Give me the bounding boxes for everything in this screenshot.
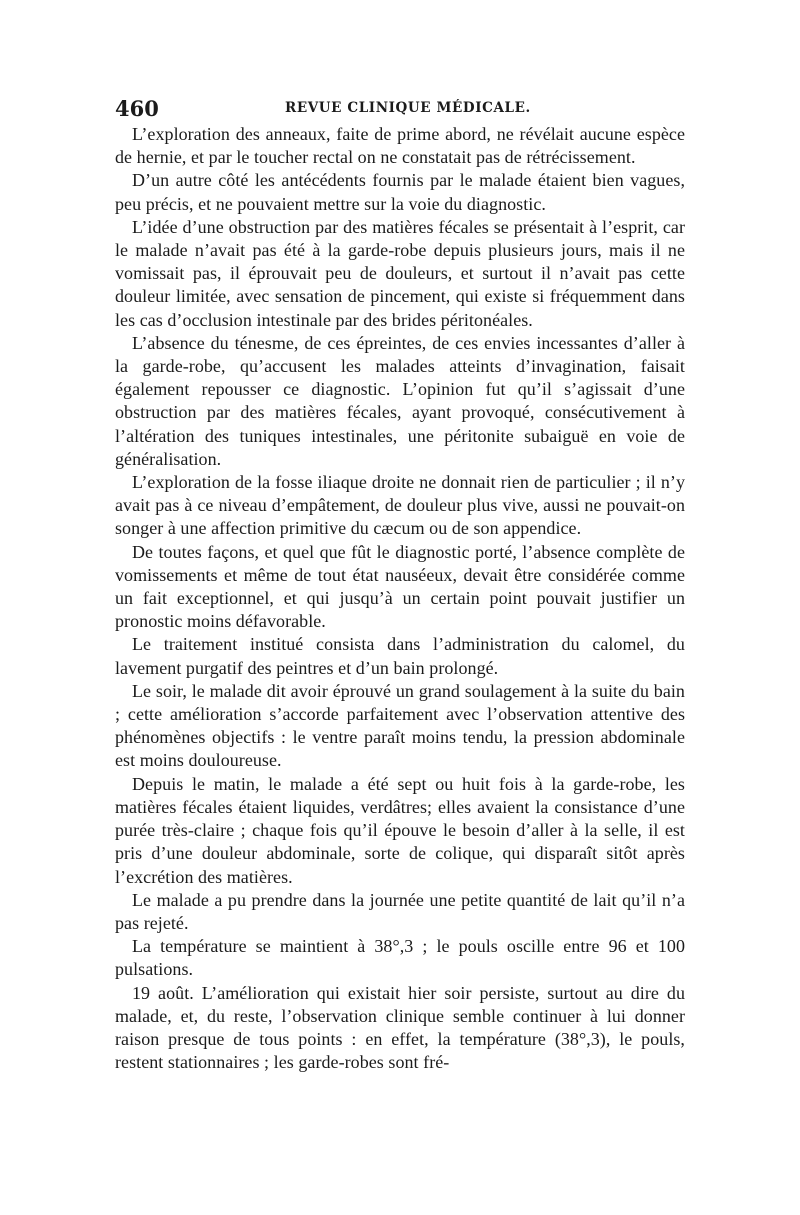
body-text <box>115 123 685 1074</box>
paragraph: De toutes façons, et quel que fût le diagnostic porté, l’absence complète de vomissements et même de tout état nauséeux, devait être considérée comme un fait exceptionnel, et qui jusqu’à un certain point pouvait justifier un pronostic moins défavorable. <box>115 541 685 632</box>
paragraph: La température se maintient à 38°,3 ; le pouls oscille entre 96 et 100 pulsations. <box>115 936 685 980</box>
paragraph: 19 août. L’amélioration qui existait hier soir persiste, surtout au dire du malade, et, du reste, l’observation clinique semble continuer à lui donner raison presque de tous points : en effet, la température (38°,3), le pouls, restent stationnaires ; les garde-robes sont fré- <box>115 982 685 1073</box>
paragraph: D’un autre côté les antécédents fournis par le malade étaient bien vagues, peu précis, et ne pouvaient mettre sur la voie du diagnostic. <box>115 170 685 214</box>
paragraph: L’exploration de la fosse iliaque droite ne donnait rien de particulier ; il n’y avait pas à ce niveau d’empâtement, de douleur plus vive, aussi ne pouvait-on songer à une affection primitive du cæcum ou de son appendice. <box>115 472 685 539</box>
page-number: 460 <box>115 96 159 121</box>
paragraph: L’exploration des anneaux, faite de prime abord, ne révélait aucune espèce de hernie, et par le toucher rectal on ne constatait pas de rétrécissement. <box>115 124 685 168</box>
running-head: REVUE CLINIQUE MÉDICALE. <box>285 100 531 116</box>
paragraph: Le malade a pu prendre dans la journée une petite quantité de lait qu’il n’a pas rejeté. <box>115 889 685 933</box>
paragraph: Le soir, le malade dit avoir éprouvé un grand soulagement à la suite du bain ; cette amélioration s’accorde parfaitement avec l’observation attentive des phénomènes objectifs : le ventre paraît moins tendu, la pression abdominale est moins douloureuse. <box>115 680 685 771</box>
paragraph: Le traitement institué consista dans l’administration du calomel, du lavement purgatif des peintres et d’un bain prolongé. <box>115 634 685 678</box>
page-header <box>115 96 685 122</box>
book-page <box>115 96 685 1074</box>
paragraph: L’idée d’une obstruction par des matières fécales se présentait à l’esprit, car le malade n’avait pas été à la garde-robe depuis plusieurs jours, mais il ne vomissait pas, il éprouvait peu de douleurs, et surtout il n’avait pas cette douleur limitée, avec sensation de pincement, qui existe si fréquemment dans les cas d’occlusion intestinale par des brides péritonéales. <box>115 216 685 330</box>
paragraph: L’absence du ténesme, de ces épreintes, de ces envies incessantes d’aller à la garde-robe, qu’accusent les malades atteints d’invagination, faisait également repousser ce diagnostic. L’opinion fut qu’il s’agissait d’une obstruction par des matières fécales, ayant provoqué, consécutivement à l’altération des tuniques intestinales, une péritonite subaiguë en voie de généralisation. <box>115 332 685 469</box>
paragraph: Depuis le matin, le malade a été sept ou huit fois à la garde-robe, les matières fécales étaient liquides, verdâtres; elles avaient la consistance d’une purée très-claire ; chaque fois qu’il épouve le besoin d’aller à la selle, il est pris d’une douleur abdominale, sorte de colique, qui disparaît sitôt après l’excrétion des matières. <box>115 773 685 887</box>
